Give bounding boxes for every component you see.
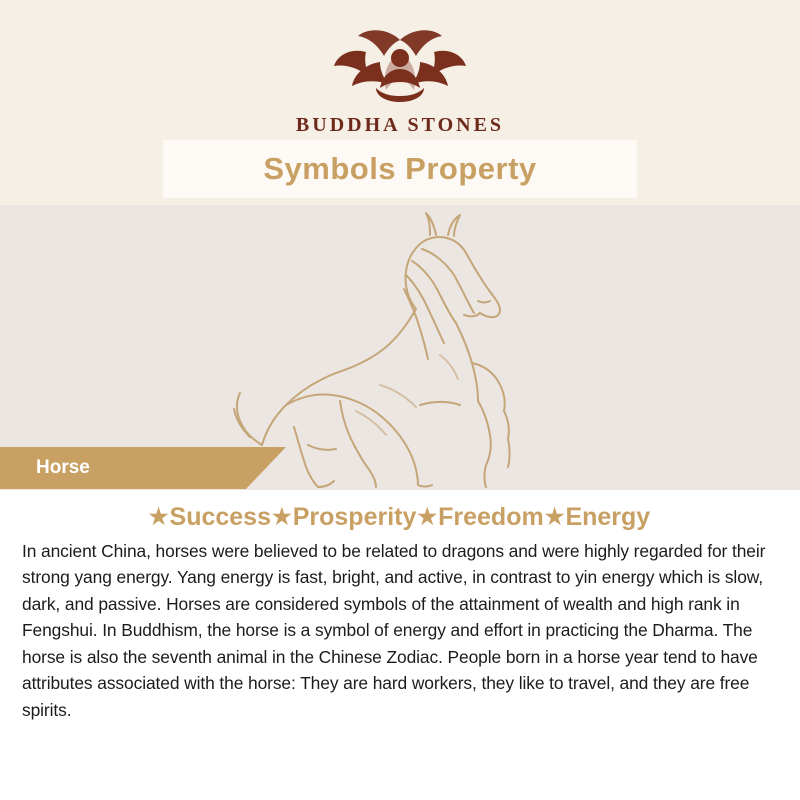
brand-logo-block [0, 22, 800, 137]
brand-name: BUDDHA STONES [295, 114, 505, 136]
status-badge [0, 447, 286, 489]
lotus-meditation-icon [330, 22, 470, 108]
keyword-list [22, 502, 778, 532]
keyword-4: Energy [565, 503, 651, 531]
badge-label: Horse [36, 457, 90, 478]
description-paragraph: In ancient China, horses were believed to be related to dragons and were highly regarded for their strong yang energy. Yang energy is fast, bright, and active, in contrast to yin energy which is slow, dark, and passive. Horses are considered symbols of the attainment of wealth and high rank in Fengshui. In Buddhism, the horse is a symbol of energy and effort in practicing the Dharma. The horse is also the seventh animal in the Chinese Zodiac. People born in a horse year tend to have attributes associated with the horse: They are hard workers, they like to travel, and they are free spirits. [22, 541, 766, 720]
star-icon-3: ★ [417, 504, 438, 529]
star-icon-1: ★ [148, 504, 169, 529]
keyword-1: Success [169, 503, 271, 531]
keyword-2: Prosperity [292, 503, 417, 531]
star-icon-2: ★ [271, 504, 292, 529]
keyword-3: Freedom [438, 503, 544, 531]
star-icon-4: ★ [544, 504, 565, 529]
page-title: Symbols Property [263, 151, 537, 186]
title-banner [163, 140, 637, 198]
content-panel [0, 490, 800, 800]
